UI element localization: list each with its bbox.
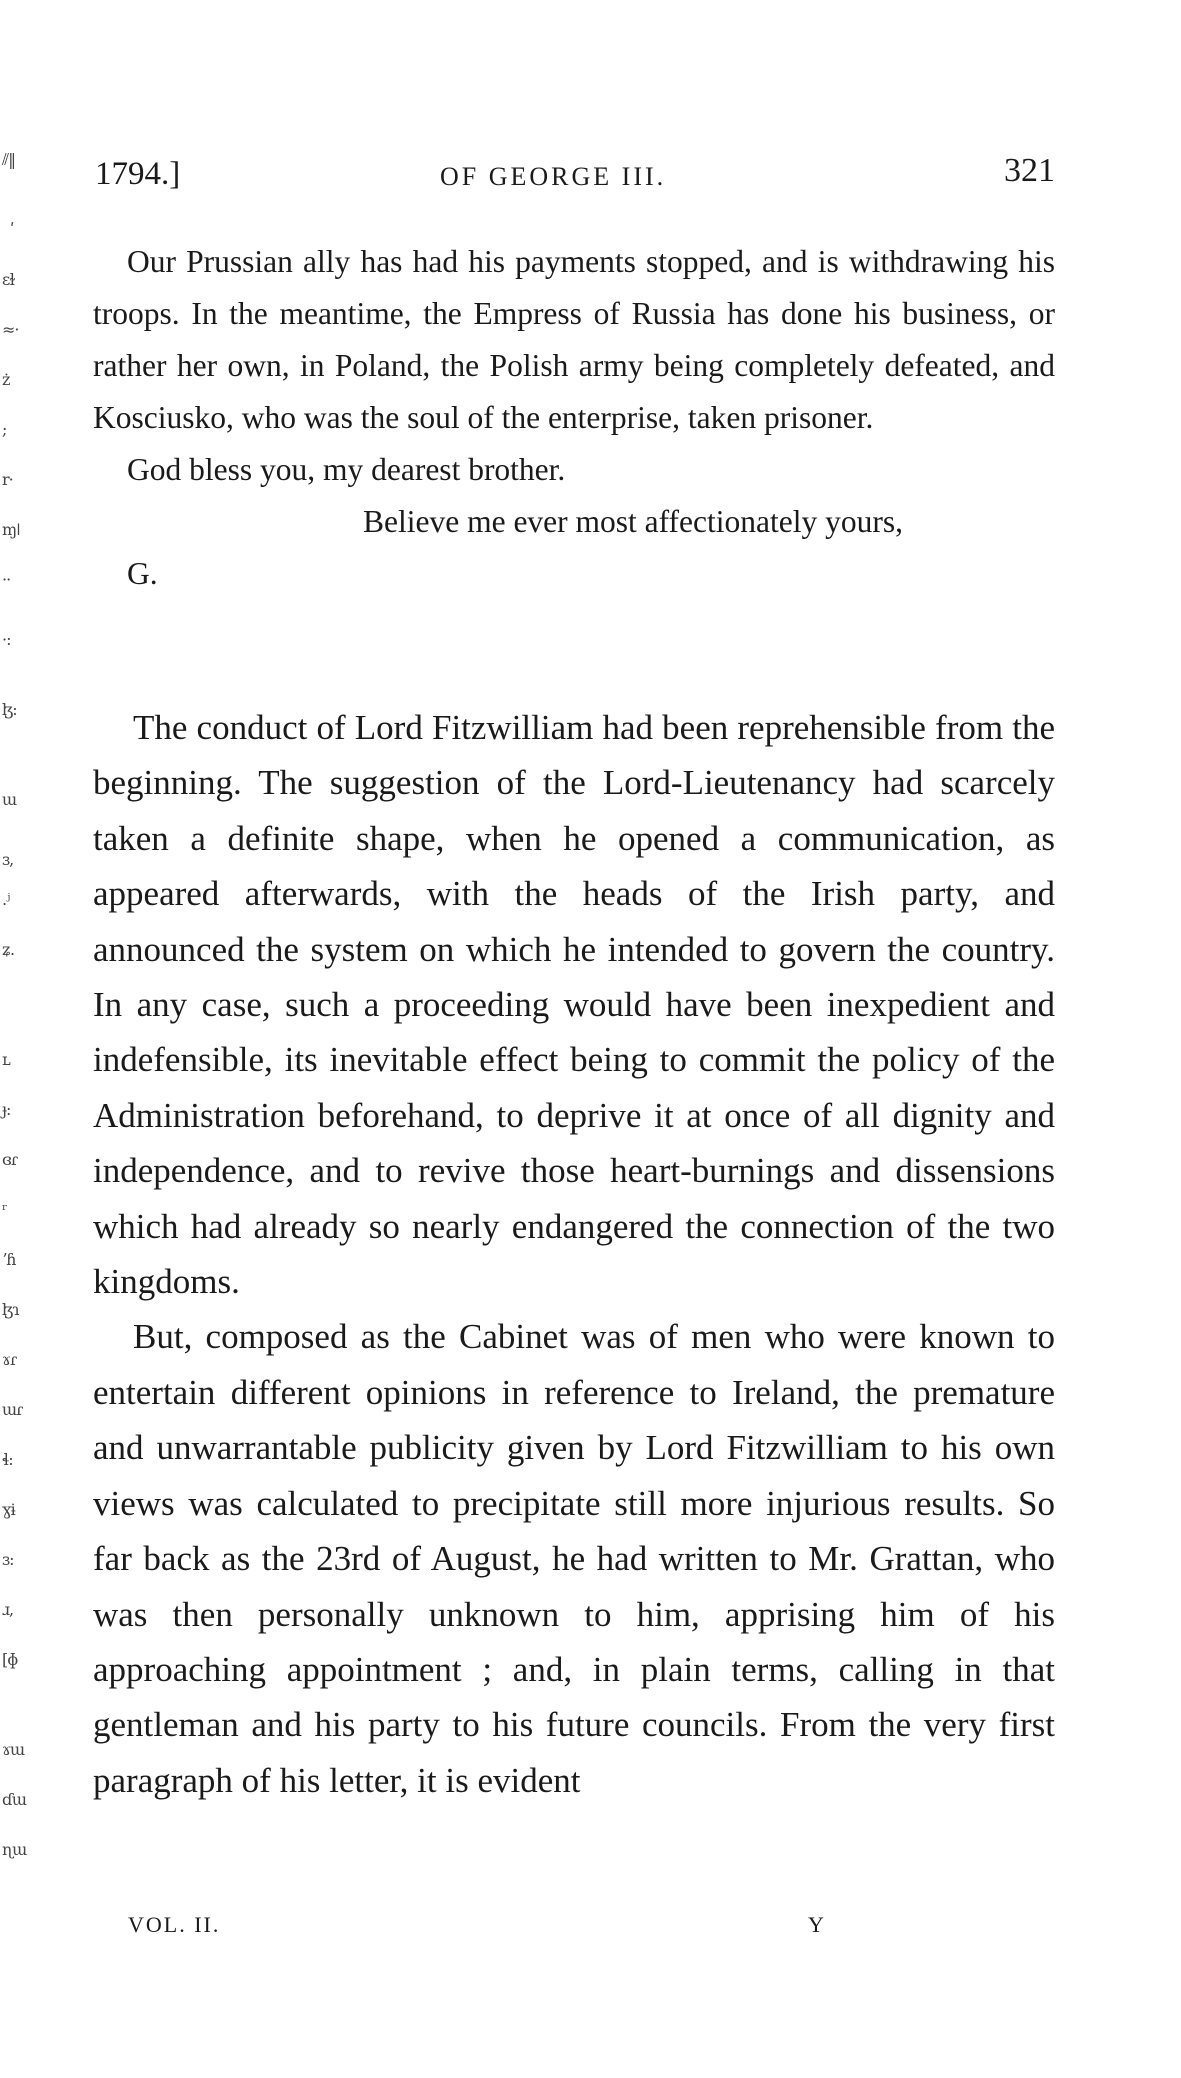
body-paragraph: But, composed as the Cabinet was of men who were known to entertain different opinions in reference to Ireland, the premature and unwarrantable publicity given by Lord Fitzwilliam to his own views was calculated to precipitate still more injurious results. So far back as the 23rd of August, he had written to Mr. Grattan, who was then personally unknown to him, apprising him of his approaching appointment ; and, in plain terms, calling in that gentleman and his party to his future councils. From the very first paragraph of his letter, it is evident <box>93 1317 1055 1800</box>
body-paragraph: The conduct of Lord Fitzwilliam had been reprehensible from the beginning. The suggestion of the Lord-Lieutenancy had scarcely taken a definite shape, when he opened a communication, as appeared afterwards, with the heads of the Irish party, and announced the system on which he intended to govern the country. In any case, such a proceeding would have been inexpedient and indefensible, its inevitable effect being to commit the policy of the Administration beforehand, to deprive it at once of all dignity and independence, and to revive those heart-burnings and dissensions which had already so nearly endangered the connection of the two kingdoms. <box>93 708 1055 1302</box>
page-footer <box>128 1912 848 1948</box>
main-text <box>93 700 1055 1808</box>
running-head-title: OF GEORGE III. <box>440 162 667 191</box>
letter-paragraph: Our Prussian ally has had his payments stopped, and is withdrawing his troops. In the meantime, the Empress of Russia has done his business, or rather her own, in Poland, the Polish army being completely defeated, and Kosciusko, who was the soul of the enterprise, taken prisoner. <box>93 244 1055 435</box>
letter-extract <box>93 236 1055 600</box>
running-head-date: 1794.] <box>95 156 181 192</box>
letter-signature: G. <box>127 556 158 591</box>
letter-paragraph: God bless you, my dearest brother. <box>127 452 566 487</box>
page-number: 321 <box>1004 152 1055 189</box>
facing-page-bleed-marks: ⫽‖ ʹ ɛɫ ≈· ż ; r· ɱǀ ·· ·: ɮ: ɯ ɜ, .ʲ ʑ. ʟ ɟ: ɞɾ ʳ ʼɦ ɮɿ ɤɾ ɯɾ ɬ: ɣɨ ɜ: ɹ, [ɸ ɤɯ ɗɯ ɳɯ <box>2 150 27 1859</box>
volume-label: VOL. II. <box>128 1912 221 1937</box>
signature-mark: Y <box>808 1912 826 1937</box>
letter-closing: Believe me ever most affectionately yours, <box>363 504 903 539</box>
running-head <box>95 152 1055 202</box>
